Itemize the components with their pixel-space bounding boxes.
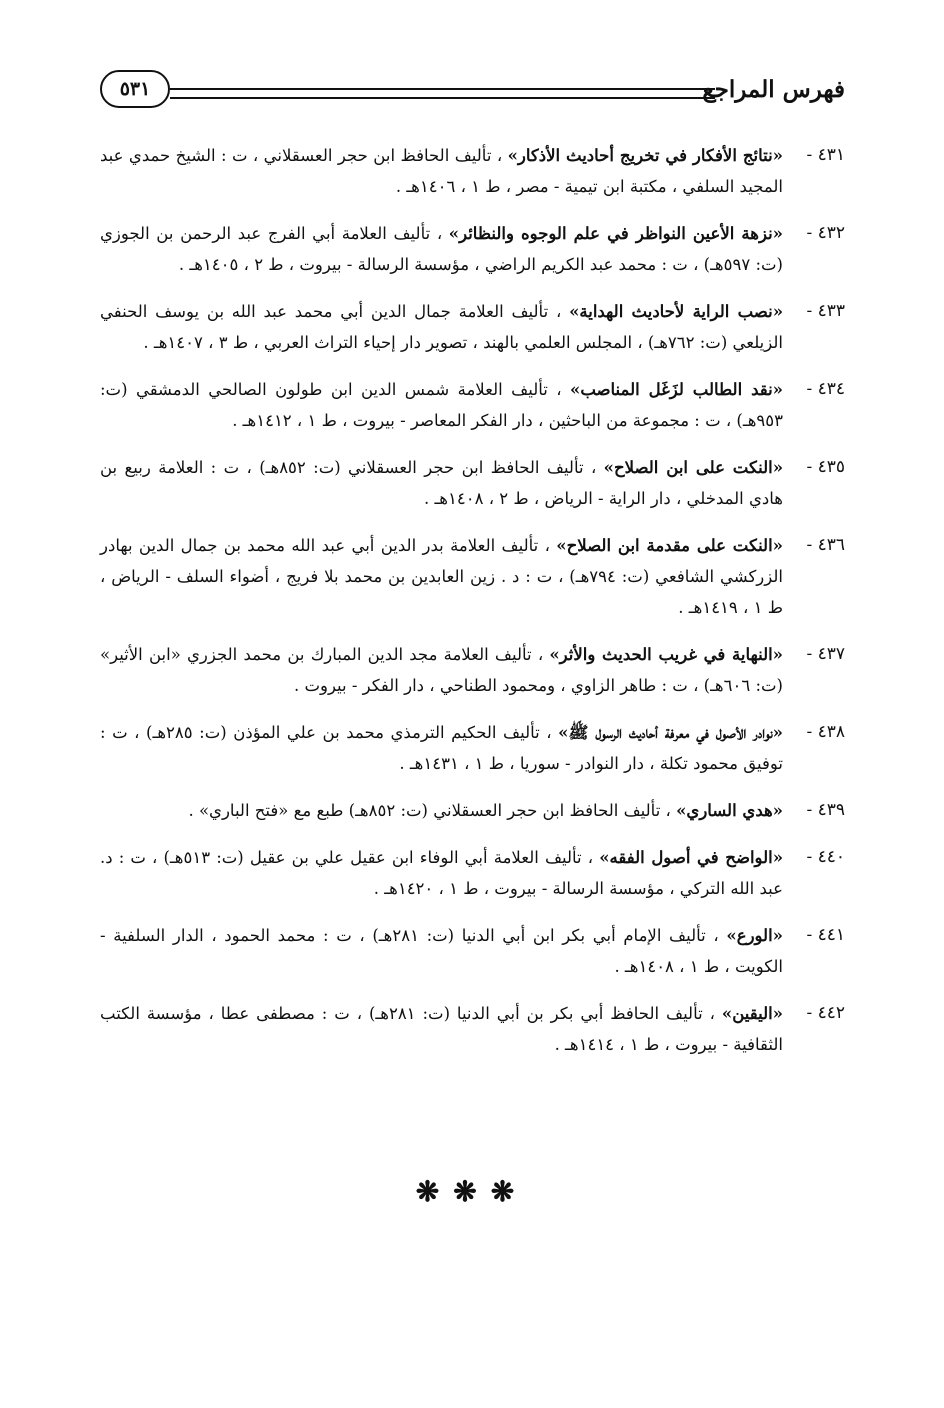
bibliography-entry — [100, 530, 845, 623]
entry-title: «اليقين» — [721, 1004, 783, 1023]
entry-text — [100, 530, 783, 623]
entry-title: «الورع» — [726, 926, 783, 945]
entry-title: «هدي الساري» — [676, 801, 783, 820]
entry-number: ٤٤٠ - — [806, 847, 845, 867]
entry-details: ، تأليف الحكيم الترمذي محمد بن علي المؤذن (ت: ٢٨٥هـ) ، ت : توفيق محمود تكلة ، دار النوادر - سوريا ، ط ١ ، ١٤٣١هـ . — [100, 723, 783, 773]
bibliography-entry — [100, 452, 845, 514]
entry-title: «النكت على مقدمة ابن الصلاح» — [556, 536, 783, 555]
entry-title: «الواضح في أصول الفقه» — [599, 848, 784, 867]
entry-text — [100, 639, 783, 701]
entry-title: «نصب الراية لأحاديث الهداية» — [569, 302, 784, 321]
entry-number: ٤٤٢ - — [806, 1003, 845, 1023]
entry-text — [100, 717, 783, 779]
entry-number: ٤٣٩ - — [806, 800, 845, 820]
entry-text — [100, 998, 783, 1060]
entry-number: ٤٣٤ - — [806, 379, 845, 399]
entry-number: ٤٣٦ - — [806, 535, 845, 555]
entry-number: ٤٣٨ - — [806, 722, 845, 742]
bibliography-entry — [100, 639, 845, 701]
entry-title: «نتائج الأفكار في تخريج أحاديث الأذكار» — [507, 146, 783, 165]
entry-text — [100, 795, 783, 826]
entry-details: ، تأليف العلامة بدر الدين أبي عبد الله محمد بن جمال الدين بهادر الزركشي الشافعي (ت: ٧٩٤هـ) ، ت : د . زين العابدين بن محمد بلا فريج ، أضواء السلف - الرياض ، ط ١ ، ١٤١٩هـ . — [100, 536, 783, 617]
page-number-badge: ٥٣١ — [100, 70, 170, 108]
entry-number: ٤٣٥ - — [806, 457, 845, 477]
entry-number: ٤٣٧ - — [806, 644, 845, 664]
entry-text — [100, 296, 783, 358]
entry-title: «النكت على ابن الصلاح» — [603, 458, 784, 477]
bibliography-entry — [100, 717, 845, 779]
entry-details: ، تأليف الحافظ ابن حجر العسقلاني ، ت : الشيخ حمدي عبد المجيد السلفي ، مكتبة ابن تيمية - مصر ، ط ١ ، ١٤٠٦هـ . — [100, 146, 783, 196]
entry-text — [100, 920, 783, 982]
bibliography-entry — [100, 140, 845, 202]
entry-details: ، تأليف العلامة مجد الدين المبارك بن محمد الجزري «ابن الأثير» (ت: ٦٠٦هـ) ، ت : طاهر الزاوي ، ومحمود الطناحي ، دار الفكر - بيروت . — [100, 645, 783, 695]
entry-text — [100, 452, 783, 514]
entry-text — [100, 842, 783, 904]
bibliography-entry — [100, 920, 845, 982]
bibliography-entry — [100, 795, 845, 826]
entry-number: ٤٣٣ - — [806, 301, 845, 321]
entry-title: «نزهة الأعين النواظر في علم الوجوه والنظائر» — [448, 224, 783, 243]
entry-text — [100, 140, 783, 202]
entry-text — [100, 374, 783, 436]
entry-number: ٤٣٢ - — [806, 223, 845, 243]
bibliography-entry — [100, 296, 845, 358]
entry-number: ٤٤١ - — [806, 925, 845, 945]
entry-details: ، تأليف العلامة شمس الدين ابن طولون الصالحي الدمشقي (ت: ٩٥٣هـ) ، ت : مجموعة من الباحثين ، دار الفكر المعاصر - بيروت ، ط ١ ، ١٤١٢هـ . — [100, 380, 783, 430]
entry-title: «نقد الطالب لزَغَل المناصب» — [570, 380, 783, 399]
entry-details: ، تأليف العلامة أبي الفرج عبد الرحمن بن الجوزي (ت: ٥٩٧هـ) ، ت : محمد عبد الكريم الراضي ، مؤسسة الرسالة - بيروت ، ط ٢ ، ١٤٠٥هـ . — [100, 224, 783, 274]
entry-details: ، تأليف الحافظ أبي بكر بن أبي الدنيا (ت: ٢٨١هـ) ، ت : مصطفى عطا ، مؤسسة الكتب الثقافية - بيروت ، ط ١ ، ١٤١٤هـ . — [100, 1004, 783, 1054]
entry-text — [100, 218, 783, 280]
bibliography-entry — [100, 998, 845, 1060]
entry-details: ، تأليف العلامة جمال الدين أبي محمد عبد الله بن يوسف الحنفي الزيلعي (ت: ٧٦٢هـ) ، المجلس العلمي بالهند ، تصوير دار إحياء التراث العربي ، ط ٣ ، ١٤٠٧هـ . — [100, 302, 783, 352]
entry-title: «نوادر الأصول في معرفة أحاديث الرسول ﷺ» — [558, 723, 783, 742]
entry-details: ، تأليف الإمام أبي بكر ابن أبي الدنيا (ت: ٢٨١هـ) ، ت : محمد الحمود ، الدار السلفية - الكويت ، ط ١ ، ١٤٠٨هـ . — [100, 926, 783, 976]
section-end-ornament: ❋❋❋ — [415, 1175, 529, 1208]
entry-title: «النهاية في غريب الحديث والأثر» — [549, 645, 783, 664]
entry-details: ، تأليف العلامة أبي الوفاء ابن عقيل علي بن عقيل (ت: ٥١٣هـ) ، ت : د. عبد الله التركي ، مؤسسة الرسالة - بيروت ، ط ١ ، ١٤٢٠هـ . — [100, 848, 783, 898]
entry-number: ٤٣١ - — [806, 145, 845, 165]
bibliography-entry — [100, 218, 845, 280]
bibliography-entry — [100, 842, 845, 904]
entry-details: ، تأليف الحافظ ابن حجر العسقلاني (ت: ٨٥٢هـ) ، ت : العلامة ربيع بن هادي المدخلي ، دار الراية - الرياض ، ط ٢ ، ١٤٠٨هـ . — [100, 458, 783, 508]
header-rule — [170, 88, 715, 99]
entry-details: ، تأليف الحافظ ابن حجر العسقلاني (ت: ٨٥٢هـ) طبع مع «فتح الباري» . — [188, 801, 671, 820]
running-title: فهرس المراجع — [702, 76, 845, 103]
bibliography-list — [100, 140, 845, 1076]
bibliography-entry — [100, 374, 845, 436]
page-header — [100, 70, 845, 120]
